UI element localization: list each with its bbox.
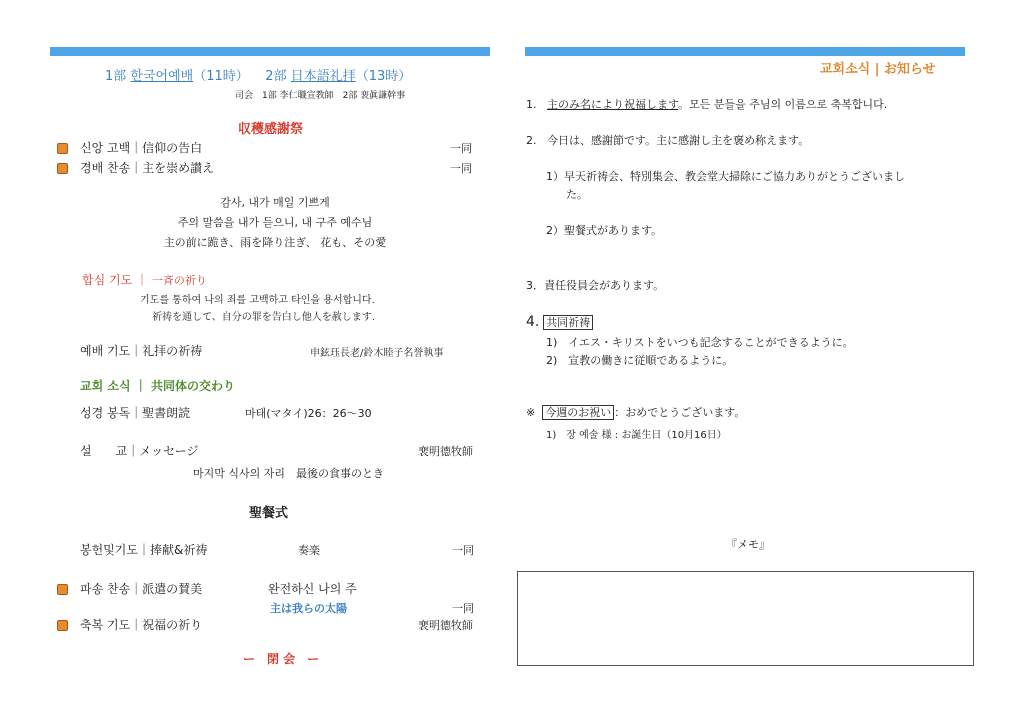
hymn-line-3: 主の前に跪き、雨を降り注ぎ、 花も、その愛: [163, 236, 387, 249]
bullet-icon: [57, 163, 68, 174]
notice-1-underlined: 主のみ名により祝福します: [547, 98, 679, 111]
notice-2-2: 2）聖餐式があります。: [546, 224, 663, 237]
church-news-title: [80, 377, 235, 394]
common-prayer-ko-line: 기도를 통하여 나의 죄를 고백하고 타인을 용서합니다.: [140, 295, 375, 306]
common-prayer-title: [82, 271, 207, 288]
bullet-icon: [57, 143, 68, 154]
common-prayer-ja-line: 祈祷を通して、自分の罪を告白し他人を赦します.: [152, 312, 375, 323]
worship-prayer-item: 예배 기도｜礼拝の祈祷: [80, 344, 203, 358]
notice-2-1a: 1）早天祈祷会、特別集会、教会堂大掃除にご協力ありがとうございまし: [546, 170, 905, 183]
notice-1: [526, 96, 887, 112]
sending-hymn-who: 一同: [452, 602, 474, 615]
notice-3: 3．責任役員会があります。: [526, 279, 665, 292]
news-title-ja: お知らせ: [884, 62, 936, 77]
part1-time: （11時）: [193, 69, 249, 84]
communion-title: 聖餐式: [249, 506, 289, 521]
confession-who: 一同: [450, 142, 472, 155]
common-prayer-ko: 합심 기도: [82, 273, 133, 287]
part1-label: 1部: [105, 69, 127, 84]
part2-name: 日本語礼拝: [290, 69, 356, 84]
notice-1-num: 1.: [526, 98, 537, 111]
sending-hymn-ko: 완전하신 나의 주: [268, 582, 357, 596]
offering-item: 봉헌및기도｜捧献&祈祷: [80, 543, 208, 557]
festival-title: 収穫感謝祭: [238, 122, 304, 137]
scripture-item: 성경 봉독｜聖書朗読: [80, 406, 191, 420]
sermon-title: 마지막 식사의 자리 最後の食事のとき: [193, 467, 384, 480]
notice-4: [526, 314, 593, 330]
notice-4-item-1: 1) イエス・キリストをいつも記念することができるように。: [546, 336, 854, 349]
leaders-line: 司会 1部 李仁職宣教師 2部 裵眞謙幹事: [235, 91, 406, 101]
notice-1-rest: 。모든 분들을 주님의 이름으로 축복합니다.: [678, 98, 888, 111]
worship-prayer-who: 申鉉珏長老/鈴木睦子名誉執事: [310, 348, 444, 359]
notice-4-title: 共同祈祷: [543, 315, 593, 330]
offering-music: 奏楽: [298, 544, 320, 557]
hymn-line-2: 주의 말씀을 내가 듣으니, 내 구주 예수님: [177, 216, 373, 229]
memo-label: 『メモ』: [726, 538, 770, 551]
sermon-item: 설 교｜メッセージ: [80, 444, 199, 458]
sending-hymn-ja: 主は我らの太陽: [270, 602, 347, 615]
notice-2-text: 今日は、感謝節です。主に感謝し主を褒め称えます。: [547, 134, 810, 147]
part2-label: 2部: [265, 69, 287, 84]
part2-time: （13時）: [355, 69, 412, 84]
celebration-title: 今週のお祝い: [542, 405, 614, 420]
celebration-item: 1) 장 예술 様 : お誕生日（10月16日）: [546, 430, 727, 441]
memo-box[interactable]: [517, 571, 974, 666]
offering-who: 一同: [452, 544, 474, 557]
separator: ｜: [136, 273, 149, 287]
notice-2-1b: た。: [566, 188, 588, 201]
news-title: [820, 58, 936, 77]
sermon-who: 裵明德牧師: [418, 445, 473, 458]
bullet-icon: [57, 584, 68, 595]
notice-2-num: 2.: [526, 134, 537, 147]
sending-hymn-item: 파송 찬송｜派遣の賛美: [80, 582, 203, 596]
notice-4-item-2: 2) 宣教の働きに従順であるように。: [546, 354, 734, 367]
service-header: [105, 65, 411, 84]
praise-who: 一同: [450, 162, 472, 175]
news-title-sep: |: [874, 62, 880, 77]
right-header-bar: [525, 47, 965, 56]
bullet-icon: [57, 620, 68, 631]
church-news-ja: 共同体の交わり: [150, 379, 235, 393]
benediction-who: 裵明德牧師: [418, 619, 473, 632]
common-prayer-ja: 一斉の祈り: [151, 274, 207, 287]
news-title-ko: 교회소식: [820, 62, 871, 77]
notice-2: [526, 132, 809, 148]
confession-item: 신앙 고백｜信仰の告白: [80, 141, 203, 155]
closing: ー 閉 会 ー: [243, 652, 320, 666]
church-news-ko: 교회 소식: [80, 379, 131, 393]
separator: ｜: [134, 379, 147, 393]
praise-item: 경배 찬송｜主を崇め讃え: [80, 161, 215, 175]
celebration: [526, 404, 745, 420]
celebration-rest: ：おめでとうございます。: [614, 406, 746, 419]
celebration-mark: ※: [526, 406, 536, 419]
hymn-line-1: 감사, 내가 매일 기쁘게: [220, 196, 330, 209]
notice-4-num: 4.: [526, 314, 540, 330]
left-header-bar: [50, 47, 490, 56]
scripture-ref: 마태(マタイ)26：26〜30: [245, 407, 372, 420]
benediction-item: 축복 기도｜祝福の祈り: [80, 618, 203, 632]
part1-name: 한국어예배: [130, 69, 194, 84]
